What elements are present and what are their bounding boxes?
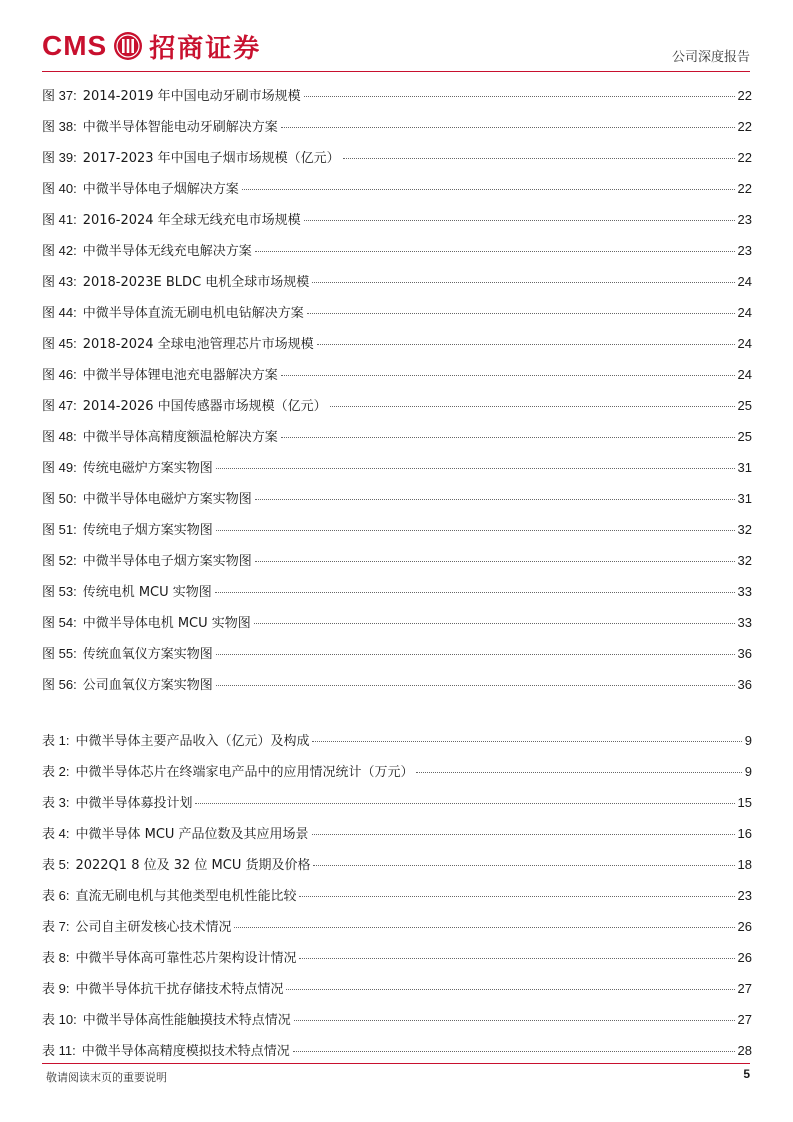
figure-entry[interactable] xyxy=(42,301,752,332)
dot-leader xyxy=(281,437,735,438)
figure-entry[interactable] xyxy=(42,580,752,611)
dot-leader xyxy=(293,1051,735,1052)
table-entry[interactable] xyxy=(42,946,752,977)
figure-entry-label xyxy=(42,673,213,697)
figure-entry[interactable] xyxy=(42,549,752,580)
table-entry[interactable] xyxy=(42,1039,752,1070)
figure-entry[interactable] xyxy=(42,363,752,394)
figure-entry-label xyxy=(42,115,278,139)
figure-entry-title: 中微半导体锂电池充电器解决方案 xyxy=(82,368,278,383)
figure-entry-number: 图 41: xyxy=(42,212,77,227)
figure-entry[interactable] xyxy=(42,456,752,487)
table-entry-label xyxy=(42,791,192,815)
table-entry-number: 表 7: xyxy=(42,919,70,934)
dot-leader xyxy=(304,96,735,97)
table-entry-page: 15 xyxy=(737,795,752,810)
logo-emblem-icon xyxy=(113,31,143,61)
figure-entry-label xyxy=(42,549,252,573)
figure-entry[interactable] xyxy=(42,487,752,518)
figure-entry-title: 传统电机 MCU 实物图 xyxy=(82,585,212,600)
dot-leader xyxy=(195,803,734,804)
table-entry[interactable] xyxy=(42,760,752,791)
figure-entry-label xyxy=(42,177,239,201)
figure-entry-label xyxy=(42,518,213,542)
figure-entry-page: 22 xyxy=(737,181,752,196)
figure-entry-page: 24 xyxy=(737,274,752,289)
figure-list xyxy=(42,84,752,704)
figure-entry-page: 24 xyxy=(737,305,752,320)
dot-leader xyxy=(304,220,735,221)
figure-entry-label xyxy=(42,363,278,387)
page-header xyxy=(0,0,793,74)
figure-entry[interactable] xyxy=(42,642,752,673)
dot-leader xyxy=(281,375,735,376)
figure-entry-title: 中微半导体电子烟方案实物图 xyxy=(82,554,252,569)
figure-entry-number: 图 40: xyxy=(42,181,77,196)
figure-entry-title: 中微半导体电子烟解决方案 xyxy=(82,182,239,197)
figure-entry-title: 2018-2024 全球电池管理芯片市场规模 xyxy=(82,337,314,352)
table-entry-number: 表 4: xyxy=(42,826,70,841)
dot-leader xyxy=(216,468,735,469)
figure-entry-number: 图 47: xyxy=(42,398,77,413)
dot-leader xyxy=(255,499,735,500)
figure-entry-label xyxy=(42,84,301,108)
figure-entry[interactable] xyxy=(42,611,752,642)
dot-leader xyxy=(216,530,735,531)
figure-entry-label xyxy=(42,456,213,480)
table-entry-page: 26 xyxy=(737,919,752,934)
table-entry-label xyxy=(42,853,310,877)
report-type-label: 公司深度报告 xyxy=(671,50,750,65)
figure-entry-number: 图 49: xyxy=(42,460,77,475)
figure-entry-page: 24 xyxy=(737,367,752,382)
figure-entry-number: 图 37: xyxy=(42,88,77,103)
figure-entry-number: 图 54: xyxy=(42,615,77,630)
dot-leader xyxy=(286,989,734,990)
header-divider xyxy=(42,71,750,72)
figure-entry-label xyxy=(42,208,301,232)
dot-leader xyxy=(216,685,735,686)
figure-entry-title: 中微半导体电磁炉方案实物图 xyxy=(82,492,252,507)
figure-entry-label xyxy=(42,425,278,449)
table-entry-page: 9 xyxy=(744,733,752,748)
figure-entry-number: 图 53: xyxy=(42,584,77,599)
figure-entry-title: 公司血氧仪方案实物图 xyxy=(82,678,213,693)
table-entry-label xyxy=(42,822,309,846)
table-entry-label xyxy=(42,1039,290,1063)
disclaimer-note: 敬请阅读末页的重要说明 xyxy=(46,1071,167,1084)
figure-entry-page: 22 xyxy=(737,150,752,165)
table-entry-page: 26 xyxy=(737,950,752,965)
table-entry[interactable] xyxy=(42,822,752,853)
figure-entry-title: 中微半导体电机 MCU 实物图 xyxy=(82,616,251,631)
figure-entry[interactable] xyxy=(42,673,752,704)
figure-entry-page: 23 xyxy=(737,212,752,227)
company-logo xyxy=(42,28,261,64)
table-entry-number: 表 11: xyxy=(42,1043,76,1058)
table-entry[interactable] xyxy=(42,884,752,915)
figure-entry-label xyxy=(42,642,213,666)
figure-entry-page: 31 xyxy=(737,460,752,475)
section-gap xyxy=(42,704,752,729)
figure-entry[interactable] xyxy=(42,394,752,425)
figure-entry-number: 图 39: xyxy=(42,150,77,165)
dot-leader xyxy=(312,282,734,283)
figure-entry-page: 33 xyxy=(737,584,752,599)
table-entry-label xyxy=(42,729,309,753)
table-entry-title: 中微半导体募投计划 xyxy=(75,796,193,811)
dot-leader xyxy=(312,834,735,835)
footer-divider xyxy=(42,1063,750,1064)
figure-entry-number: 图 48: xyxy=(42,429,77,444)
figure-entry-number: 图 44: xyxy=(42,305,77,320)
table-entry-number: 表 9: xyxy=(42,981,70,996)
figure-entry[interactable] xyxy=(42,425,752,456)
table-entry-title: 直流无刷电机与其他类型电机性能比较 xyxy=(75,889,297,904)
figure-entry-page: 32 xyxy=(737,553,752,568)
table-entry-title: 中微半导体高性能触摸技术特点情况 xyxy=(82,1013,291,1028)
figure-entry-title: 2016-2024 年全球无线充电市场规模 xyxy=(82,213,301,228)
figure-entry-number: 图 43: xyxy=(42,274,77,289)
figure-entry[interactable] xyxy=(42,177,752,208)
dot-leader xyxy=(343,158,735,159)
figure-entry-number: 图 50: xyxy=(42,491,77,506)
figure-entry-number: 图 45: xyxy=(42,336,77,351)
dot-leader xyxy=(216,654,735,655)
figure-entry-page: 24 xyxy=(737,336,752,351)
dot-leader xyxy=(242,189,735,190)
table-entry-title: 公司自主研发核心技术情况 xyxy=(75,920,232,935)
figure-entry-page: 36 xyxy=(737,646,752,661)
table-entry-number: 表 6: xyxy=(42,888,70,903)
contents-list xyxy=(42,84,752,1070)
figure-entry-number: 图 38: xyxy=(42,119,77,134)
table-entry-title: 中微半导体高精度模拟技术特点情况 xyxy=(81,1044,290,1059)
table-entry-page: 9 xyxy=(744,764,752,779)
figure-entry-title: 传统电磁炉方案实物图 xyxy=(82,461,213,476)
figure-entry[interactable] xyxy=(42,239,752,270)
figure-entry-page: 25 xyxy=(737,398,752,413)
table-entry-page: 18 xyxy=(737,857,752,872)
table-entry-title: 中微半导体 MCU 产品位数及其应用场景 xyxy=(75,827,309,842)
table-entry[interactable] xyxy=(42,729,752,760)
dot-leader xyxy=(312,741,741,742)
table-entry-label xyxy=(42,915,231,939)
figure-entry-title: 2017-2023 年中国电子烟市场规模（亿元） xyxy=(82,151,340,166)
figure-entry[interactable] xyxy=(42,84,752,115)
table-entry-label xyxy=(42,1008,291,1032)
figure-entry-label xyxy=(42,611,251,635)
dot-leader xyxy=(299,958,734,959)
figure-entry[interactable] xyxy=(42,146,752,177)
figure-entry-page: 32 xyxy=(737,522,752,537)
table-entry-page: 16 xyxy=(737,826,752,841)
dot-leader xyxy=(281,127,735,128)
figure-entry-label xyxy=(42,394,327,418)
figure-entry-label xyxy=(42,487,252,511)
table-entry-label xyxy=(42,760,413,784)
figure-entry-label xyxy=(42,146,340,170)
dot-leader xyxy=(307,313,735,314)
table-entry[interactable] xyxy=(42,977,752,1008)
figure-entry[interactable] xyxy=(42,518,752,549)
dot-leader xyxy=(313,865,734,866)
figure-entry-number: 图 42: xyxy=(42,243,77,258)
table-entry-title: 中微半导体高可靠性芯片架构设计情况 xyxy=(75,951,297,966)
figure-entry-title: 传统电子烟方案实物图 xyxy=(82,523,213,538)
dot-leader xyxy=(255,561,735,562)
figure-entry-title: 2014-2026 中国传感器市场规模（亿元） xyxy=(82,399,327,414)
table-entry-title: 中微半导体抗干扰存储技术特点情况 xyxy=(75,982,284,997)
table-list xyxy=(42,729,752,1070)
dot-leader xyxy=(416,772,741,773)
figure-entry-number: 图 52: xyxy=(42,553,77,568)
table-entry-title: 中微半导体主要产品收入（亿元）及构成 xyxy=(75,734,310,749)
table-entry-number: 表 10: xyxy=(42,1012,77,1027)
figure-entry-page: 33 xyxy=(737,615,752,630)
figure-entry-title: 中微半导体智能电动牙刷解决方案 xyxy=(82,120,278,135)
page-number: 5 xyxy=(743,1067,750,1081)
table-entry-number: 表 3: xyxy=(42,795,70,810)
table-entry-page: 27 xyxy=(737,981,752,996)
dot-leader xyxy=(215,592,735,593)
figure-entry[interactable] xyxy=(42,270,752,301)
figure-entry-title: 2014-2019 年中国电动牙刷市场规模 xyxy=(82,89,301,104)
table-entry-number: 表 8: xyxy=(42,950,70,965)
figure-entry-page: 22 xyxy=(737,119,752,134)
table-entry-number: 表 2: xyxy=(42,764,70,779)
figure-entry-label xyxy=(42,301,304,325)
figure-entry-number: 图 51: xyxy=(42,522,77,537)
figure-entry[interactable] xyxy=(42,115,752,146)
figure-entry-label xyxy=(42,239,252,263)
dot-leader xyxy=(254,623,735,624)
table-entry[interactable] xyxy=(42,791,752,822)
table-entry-number: 表 5: xyxy=(42,857,70,872)
figure-entry[interactable] xyxy=(42,332,752,363)
figure-entry-page: 31 xyxy=(737,491,752,506)
dot-leader xyxy=(294,1020,735,1021)
dot-leader xyxy=(330,406,735,407)
table-entry-page: 27 xyxy=(737,1012,752,1027)
table-entry[interactable] xyxy=(42,915,752,946)
figure-entry-label xyxy=(42,580,212,604)
dot-leader xyxy=(255,251,735,252)
table-entry-page: 23 xyxy=(737,888,752,903)
figure-entry-page: 22 xyxy=(737,88,752,103)
table-entry-number: 表 1: xyxy=(42,733,70,748)
figure-entry-title: 2018-2023E BLDC 电机全球市场规模 xyxy=(82,275,310,290)
figure-entry-title: 中微半导体直流无刷电机电钻解决方案 xyxy=(82,306,304,321)
figure-entry-title: 传统血氧仪方案实物图 xyxy=(82,647,213,662)
figure-entry-label xyxy=(42,332,314,356)
figure-entry-page: 23 xyxy=(737,243,752,258)
dot-leader xyxy=(234,927,734,928)
figure-entry-number: 图 55: xyxy=(42,646,77,661)
dot-leader xyxy=(317,344,735,345)
table-entry-label xyxy=(42,977,283,1001)
figure-entry-number: 图 46: xyxy=(42,367,77,382)
figure-entry-label xyxy=(42,270,309,294)
logo-latin-text: CMS xyxy=(42,30,108,61)
figure-entry[interactable] xyxy=(42,208,752,239)
figure-entry-page: 25 xyxy=(737,429,752,444)
figure-entry-number: 图 56: xyxy=(42,677,77,692)
table-entry-label xyxy=(42,884,296,908)
dot-leader xyxy=(299,896,734,897)
table-entry-title: 中微半导体芯片在终端家电产品中的应用情况统计（万元） xyxy=(75,765,414,780)
figure-entry-title: 中微半导体高精度额温枪解决方案 xyxy=(82,430,278,445)
table-entry-label xyxy=(42,946,296,970)
table-entry[interactable] xyxy=(42,1008,752,1039)
logo-chinese-text: 招商证券 xyxy=(149,33,262,64)
table-entry[interactable] xyxy=(42,853,752,884)
table-entry-title: 2022Q1 8 位及 32 位 MCU 货期及价格 xyxy=(75,858,311,873)
figure-entry-title: 中微半导体无线充电解决方案 xyxy=(82,244,252,259)
figure-entry-page: 36 xyxy=(737,677,752,692)
table-entry-page: 28 xyxy=(737,1043,752,1058)
